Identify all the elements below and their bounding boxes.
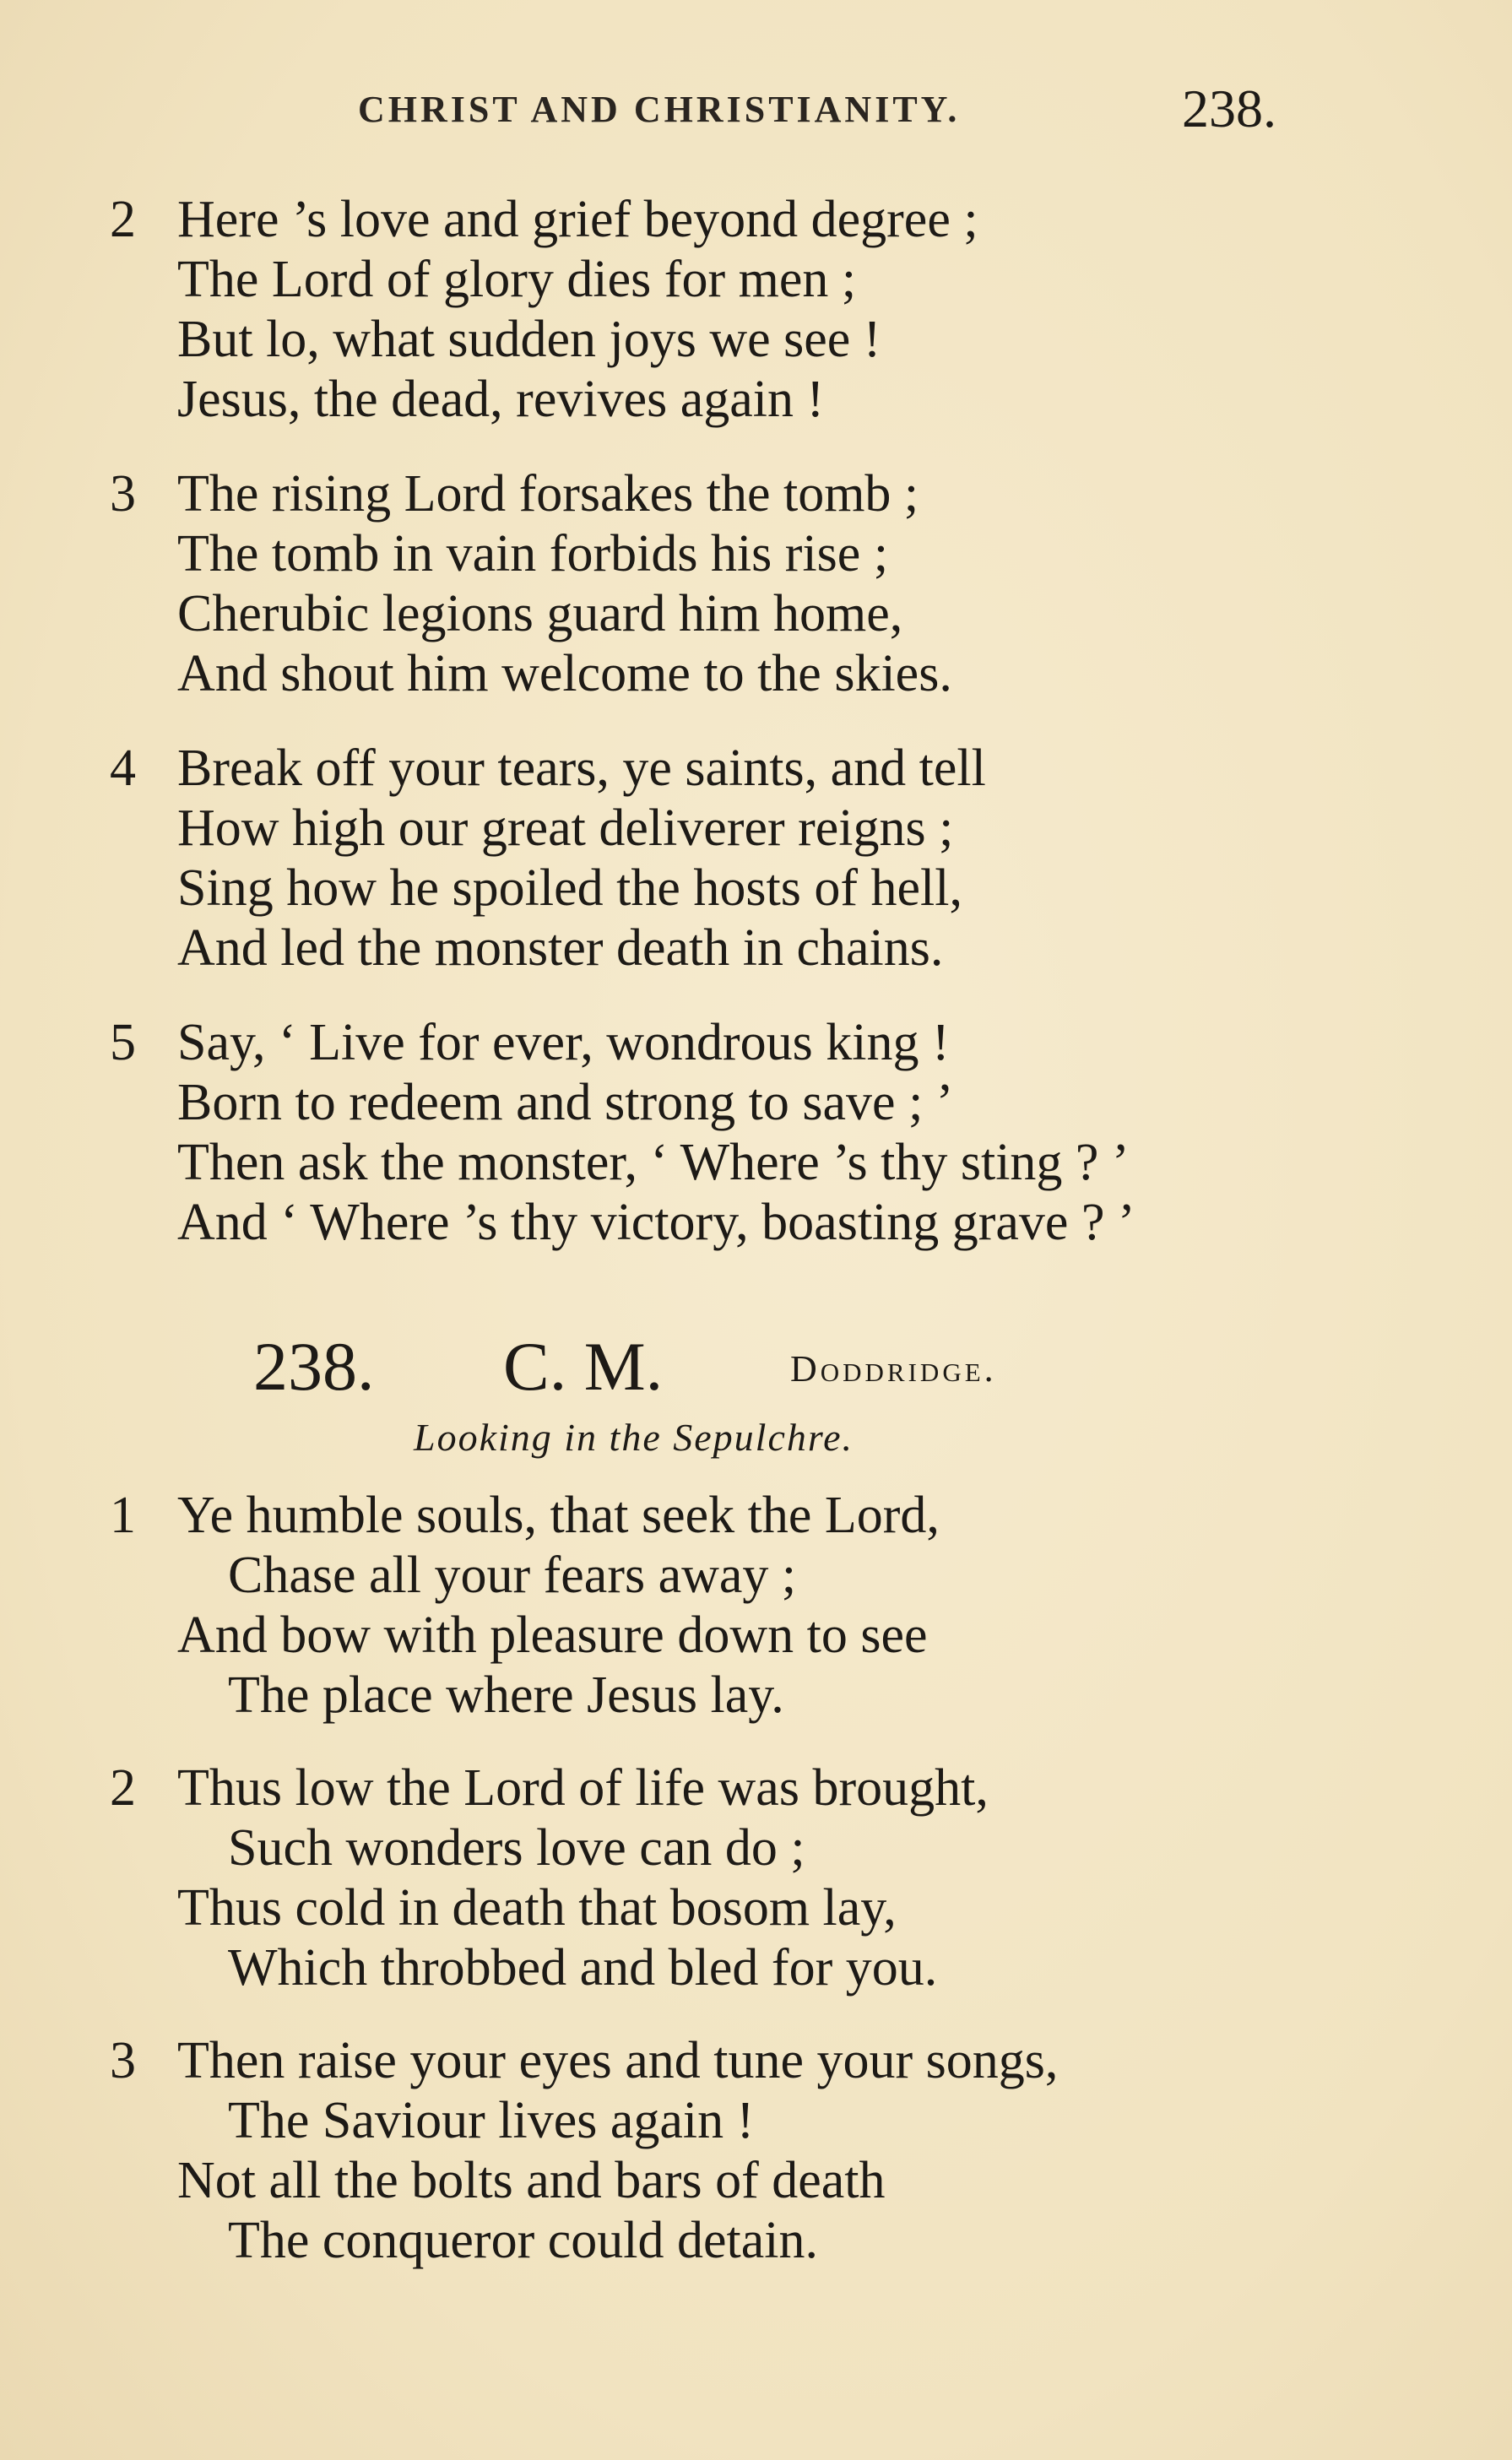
prev-stanza-3 bbox=[110, 464, 1342, 704]
stanza-number: 3 bbox=[110, 2032, 136, 2089]
verse-line: And bow with pleasure down to see bbox=[177, 1607, 928, 1664]
verse-line: Here ’s love and grief beyond degree ; bbox=[177, 191, 978, 248]
verse-line: Thus cold in death that bosom lay, bbox=[177, 1879, 897, 1937]
verse-line: The rising Lord forsakes the tomb ; bbox=[177, 465, 919, 523]
verse-line: Such wonders love can do ; bbox=[228, 1819, 805, 1877]
hymn-header bbox=[253, 1327, 1097, 1403]
verse-line: The tomb in vain forbids his rise ; bbox=[177, 525, 889, 582]
prev-stanza-2 bbox=[110, 190, 1342, 430]
verse-line: But lo, what sudden joys we see ! bbox=[177, 311, 881, 368]
verse-line: Cherubic legions guard him home, bbox=[177, 585, 903, 642]
page-number: 238. bbox=[1182, 79, 1276, 138]
stanza-number: 2 bbox=[110, 1759, 136, 1817]
hymn-stanza-2 bbox=[110, 1758, 1342, 1998]
verse-line: Jesus, the dead, revives again ! bbox=[177, 371, 825, 428]
verse-line: Not all the bolts and bars of death bbox=[177, 2152, 886, 2209]
verse-line: Say, ‘ Live for ever, wondrous king ! bbox=[177, 1014, 950, 1071]
verse-line: Then raise your eyes and tune your songs, bbox=[177, 2032, 1059, 2089]
verse-line: And shout him welcome to the skies. bbox=[177, 645, 952, 702]
verse-line: Then ask the monster, ‘ Where ’s thy sting ? ’ bbox=[177, 1134, 1130, 1191]
verse-line: Which throbbed and bled for you. bbox=[228, 1939, 938, 1997]
running-title: CHRIST AND CHRISTIANITY. bbox=[358, 89, 961, 130]
verse-line: And ‘ Where ’s thy victory, boasting grave ? ’ bbox=[177, 1194, 1135, 1251]
verse-line: And led the monster death in chains. bbox=[177, 919, 944, 977]
hymn-stanza-1 bbox=[110, 1486, 1342, 1726]
prev-stanza-5 bbox=[110, 1013, 1342, 1253]
stanza-number: 2 bbox=[110, 191, 136, 248]
hymn-title: Looking in the Sepulchre. bbox=[414, 1416, 854, 1459]
stanza-number: 1 bbox=[110, 1487, 136, 1544]
hymn-number: 238. bbox=[253, 1328, 375, 1405]
prev-stanza-4 bbox=[110, 739, 1342, 978]
verse-line: The conqueror could detain. bbox=[228, 2212, 818, 2269]
verse-line: Chase all your fears away ; bbox=[228, 1547, 797, 1604]
hymn-stanza-3 bbox=[110, 2031, 1342, 2271]
stanza-number: 3 bbox=[110, 465, 136, 523]
verse-line: Break off your tears, ye saints, and tell bbox=[177, 740, 986, 797]
verse-line: Ye humble souls, that seek the Lord, bbox=[177, 1487, 940, 1544]
verse-line: Sing how he spoiled the hosts of hell, bbox=[177, 859, 962, 917]
verse-line: Thus low the Lord of life was brought, bbox=[177, 1759, 989, 1817]
verse-line: The Saviour lives again ! bbox=[228, 2092, 755, 2149]
verse-line: How high our great deliverer reigns ; bbox=[177, 799, 954, 857]
verse-line: The place where Jesus lay. bbox=[228, 1666, 784, 1724]
verse-line: Born to redeem and strong to save ; ’ bbox=[177, 1074, 954, 1131]
verse-line: The Lord of glory dies for men ; bbox=[177, 251, 857, 308]
stanza-number: 5 bbox=[110, 1014, 136, 1071]
stanza-number: 4 bbox=[110, 740, 136, 797]
hymn-author: Doddridge. bbox=[790, 1348, 997, 1390]
hymn-meter: C. M. bbox=[503, 1328, 664, 1405]
